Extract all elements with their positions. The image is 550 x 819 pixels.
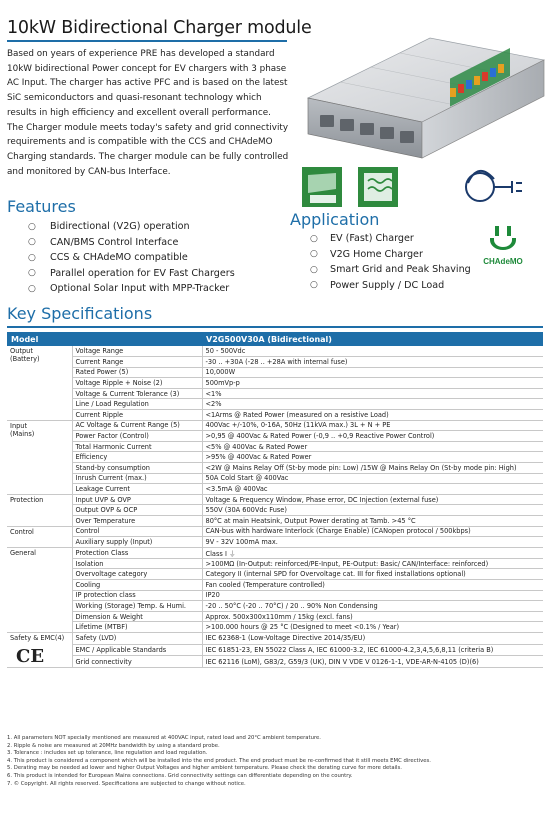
spec-value: IEC 62116 (LoM), G83/2, G59/3 (UK), DIN V VDE V 0126-1-1, VDE-AR-N-4105 (D)(6) [202, 656, 543, 668]
bullet-icon: ○ [28, 268, 36, 279]
application-heading: Application [290, 210, 380, 229]
spec-value: IEC 62368-1 (Low-Voltage Directive 2014/35/EU) [202, 632, 543, 644]
spec-parameter: Voltage Range [72, 346, 202, 357]
bullet-icon: ○ [28, 237, 36, 248]
spec-parameter: Auxiliary supply (Input) [72, 537, 202, 548]
spec-value: Approx. 500x300x110mm / 15kg (excl. fans) [202, 611, 543, 622]
feature-item [28, 281, 235, 297]
application-item [310, 231, 471, 247]
feature-label: CCS & CHAdeMO compatible [50, 252, 188, 264]
spec-parameter: Grid connectivity [72, 656, 202, 668]
chademo-logo [478, 224, 528, 272]
application-item [310, 278, 471, 294]
title-rule [7, 40, 287, 42]
bullet-icon: ○ [28, 252, 36, 263]
spec-parameter: Stand-by consumption [72, 463, 202, 474]
application-item [310, 247, 471, 263]
feature-label: Optional Solar Input with MPP-Tracker [50, 283, 230, 295]
spec-row [7, 388, 543, 399]
spec-row [7, 547, 543, 558]
spec-row [7, 431, 543, 442]
ce-mark-icon: CE [16, 645, 45, 667]
bullet-icon: ○ [310, 264, 318, 275]
spec-value: >95% @ 400Vac & Rated Power [202, 452, 543, 463]
spec-row [7, 420, 543, 431]
spec-parameter: Output OVP & OCP [72, 505, 202, 516]
chademo-text: CHAdeMO [483, 257, 523, 266]
spec-category-label: Input [10, 421, 28, 430]
bullet-icon: ○ [310, 280, 318, 291]
spec-value: <5% @ 400Vac & Rated Power [202, 441, 543, 452]
feature-item [28, 266, 235, 282]
footnote: 3. Tolerance : includes set up tolerance, line regulation and load regulation. [7, 750, 208, 757]
spec-row [7, 644, 543, 656]
intro-paragraph: Based on years of experience PRE has developed a standard 10kW bidirectional Power concept for EV chargers with 3 phase AC Input. The charger has active PFC and is based on the latest SiC semiconductors and quasi-resonant technology which results in high efficiency and excellent overall performance. The Charger module meets today's safety and grid connectivity requirements and is compatible with the CCS and CHAdeMO Charging standards. The charger module can be fully controlled and monitored by CAN-bus Interface. [7, 49, 289, 177]
spec-category [7, 526, 72, 547]
spec-value: IP20 [202, 590, 543, 601]
spec-parameter: Input UVP & OVP [72, 494, 202, 505]
spec-value: Class I ⏚ [202, 547, 543, 558]
spec-parameter: Current Ripple [72, 410, 202, 421]
spec-parameter: Protection Class [72, 547, 202, 558]
footnote: 6. This product is intended for European Mains connections. Grid connectivity settings can differentiate depending on the country. [7, 772, 353, 779]
spec-parameter: Safety (LVD) [72, 632, 202, 644]
spec-parameter: Cooling [72, 579, 202, 590]
footnote: 7. © Copyright. All rights reserved. Specifications are subjected to change without notice. [7, 780, 246, 787]
application-label: V2G Home Charger [330, 248, 423, 260]
solar-panel-icon [302, 167, 342, 207]
spec-value: >0,95 @ 400Vac & Rated Power (-0,9 .. +0,9 Reactive Power Control) [202, 431, 543, 442]
spec-parameter: Rated Power (5) [72, 367, 202, 378]
spec-value: IEC 61851-23, EN 55022 Class A, IEC 61000-3.2, IEC 61000-4.2,3,4,5,6,8,11 (criteria B) [202, 644, 543, 656]
grid-wave-icon [358, 167, 398, 207]
spec-row [7, 357, 543, 368]
bullet-icon: ○ [28, 283, 36, 294]
key-specs-heading: Key Specifications [7, 304, 153, 323]
spec-parameter: Current Range [72, 357, 202, 368]
feature-item [28, 219, 235, 235]
spec-row [7, 378, 543, 389]
spec-table [7, 332, 543, 668]
spec-value: 10,000W [202, 367, 543, 378]
spec-parameter: Voltage Ripple + Noise (2) [72, 378, 202, 389]
spec-row [7, 516, 543, 527]
spec-value: <1Arms @ Rated Power (measured on a resistive Load) [202, 410, 543, 421]
spec-category [7, 547, 72, 632]
application-label: EV (Fast) Charger [330, 233, 414, 245]
spec-row [7, 590, 543, 601]
spec-parameter: Overvoltage category [72, 569, 202, 580]
spec-value: <3.5mA @ 400Vac [202, 484, 543, 495]
spec-category-label: Output [10, 347, 33, 355]
spec-parameter: Power Factor (Control) [72, 431, 202, 442]
spec-parameter: Total Harmonic Current [72, 441, 202, 452]
spec-category-label: (Mains) [10, 429, 35, 438]
footnote: 4. This product is considered a component which will be installed into the end product. The end product must be re-confirmed that it still meets EMC directives. [7, 757, 431, 764]
spec-value: >100MΩ (In-Output: reinforced/PE-Input, PE-Output: Basic/ CAN/Interface: reinforced) [202, 558, 543, 569]
footnote: 5. Derating may be needed ad lower and higher Output Voltages and higher ambient temperature. Please check the derating curve for more details. [7, 765, 402, 772]
spec-value: 80°C at main Heatsink, Output Power derating at Tamb. >45 °C [202, 516, 543, 527]
application-label: Power Supply / DC Load [330, 279, 445, 291]
spec-parameter: Efficiency [72, 452, 202, 463]
spec-row [7, 463, 543, 474]
spec-row [7, 622, 543, 633]
spec-row [7, 441, 543, 452]
spec-header-row [7, 332, 543, 346]
features-heading: Features [7, 197, 76, 216]
spec-value: Voltage & Frequency Window, Phase error, DC Injection (external fuse) [202, 494, 543, 505]
spec-category [7, 346, 72, 420]
spec-row [7, 537, 543, 548]
spec-parameter: IP protection class [72, 590, 202, 601]
features-list [28, 219, 235, 297]
bullet-icon: ○ [310, 233, 318, 244]
spec-row [7, 452, 543, 463]
spec-parameter: Control [72, 526, 202, 537]
spec-value: Fan cooled (Temperature controlled) [202, 579, 543, 590]
spec-parameter: Lifetime (MTBF) [72, 622, 202, 633]
charger-module-image [300, 30, 546, 175]
footnotes [7, 735, 543, 788]
application-label: Smart Grid and Peak Shaving [330, 264, 471, 276]
feature-label: Bidirectional (V2G) operation [50, 221, 190, 233]
spec-parameter: AC Voltage & Current Range (5) [72, 420, 202, 431]
spec-row [7, 656, 543, 668]
spec-row [7, 367, 543, 378]
spec-parameter: Over Temperature [72, 516, 202, 527]
spec-parameter: Leakage Current [72, 484, 202, 495]
spec-row [7, 569, 543, 580]
bullet-icon: ○ [28, 221, 36, 232]
spec-category-label: General [10, 548, 36, 557]
footnote: 1. All parameters NOT specially mentioned are measured at 400VAC input, rated load and 20°C ambient temperature. [7, 735, 321, 741]
spec-category-label: (Battery) [10, 355, 40, 363]
spec-parameter: Voltage & Current Tolerance (3) [72, 388, 202, 399]
spec-category [7, 420, 72, 494]
key-specs-rule [7, 326, 543, 328]
spec-value: 50A Cold Start @ 400Vac [202, 473, 543, 484]
model-header: Model [7, 332, 202, 346]
spec-parameter: EMC / Applicable Standards [72, 644, 202, 656]
spec-parameter: Isolation [72, 558, 202, 569]
chademo-icon [487, 224, 519, 250]
application-list [310, 231, 471, 293]
bullet-icon: ○ [310, 249, 318, 260]
spec-body [7, 346, 543, 667]
spec-value: 9V - 32V 100mA max. [202, 537, 543, 548]
spec-value: >100.000 hours @ 25 °C (Designed to meet <0.1% / Year) [202, 622, 543, 633]
spec-value: 500mVp-p [202, 378, 543, 389]
spec-parameter: Working (Storage) Temp. & Humi. [72, 601, 202, 612]
spec-row [7, 526, 543, 537]
spec-category-label: Safety & EMC(4) [10, 633, 65, 642]
feature-label: CAN/BMS Control Interface [50, 236, 179, 248]
application-item [310, 262, 471, 278]
spec-row [7, 558, 543, 569]
spec-value: -30 .. +30A (-28 .. +28A with internal fuse) [202, 357, 543, 368]
spec-value: Category II (internal SPD for Overvoltage cat. III for fixed installations optional) [202, 569, 543, 580]
ev-plug-icon [466, 171, 522, 201]
feature-label: Parallel operation for EV Fast Chargers [50, 267, 235, 279]
spec-category-label: Control [10, 527, 34, 536]
feature-icons [300, 163, 546, 211]
page-title: 10kW Bidirectional Charger module [7, 18, 312, 38]
spec-value: 550V (30A 600Vdc Fuse) [202, 505, 543, 516]
spec-row [7, 505, 543, 516]
feature-item [28, 235, 235, 251]
spec-row [7, 494, 543, 505]
spec-row [7, 579, 543, 590]
spec-category [7, 494, 72, 526]
spec-row [7, 410, 543, 421]
spec-category-label: Protection [10, 495, 44, 504]
spec-value: CAN-bus with hardware Interlock (Charge Enable) (CANopen protocol / 500kbps) [202, 526, 543, 537]
spec-value: 400Vac +/-10%, 0-16A, 50Hz (11kVA max.) 3L + N + PE [202, 420, 543, 431]
spec-value: -20 .. 50°C (-20 .. 70°C) / 20 .. 90% Non Condensing [202, 601, 543, 612]
spec-row [7, 346, 543, 357]
spec-value: 50 - 500Vdc [202, 346, 543, 357]
feature-item [28, 250, 235, 266]
model-value-header: V2G500V30A (Bidirectional) [202, 332, 543, 346]
spec-value: <2W @ Mains Relay Off (St-by mode pin: Low) /15W @ Mains Relay On (St-by mode pin: High) [202, 463, 543, 474]
spec-category [7, 632, 72, 667]
spec-parameter: Line / Load Regulation [72, 399, 202, 410]
spec-row [7, 601, 543, 612]
spec-row [7, 399, 543, 410]
footnote: 2. Ripple & noise are measured at 20MHz bandwidth by using a standard probe. [7, 742, 220, 749]
spec-parameter: Dimension & Weight [72, 611, 202, 622]
spec-value: <2% [202, 399, 543, 410]
spec-value: <1% [202, 388, 543, 399]
spec-parameter: Inrush Current (max.) [72, 473, 202, 484]
spec-row [7, 473, 543, 484]
spec-row [7, 611, 543, 622]
spec-row [7, 484, 543, 495]
spec-row [7, 632, 543, 644]
